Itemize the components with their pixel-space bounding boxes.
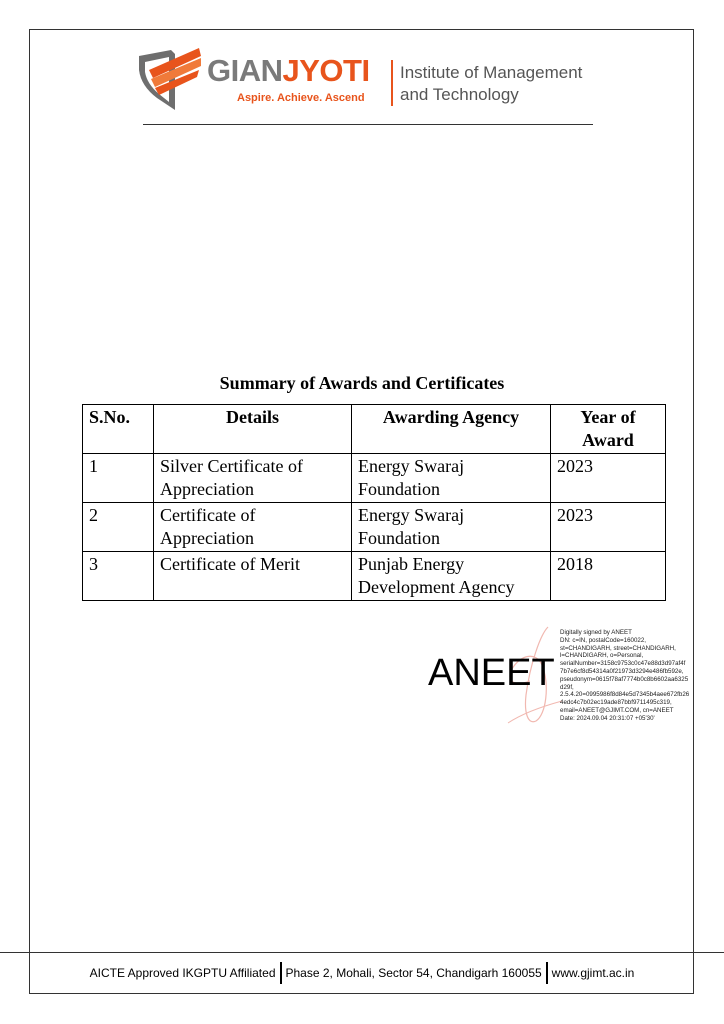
sig-line: 2.5.4.20=0995986f8d84e5d7345b4aee672fb26	[560, 691, 690, 699]
footer-website: www.gjimt.ac.in	[551, 966, 635, 980]
header-rule	[143, 124, 593, 125]
footer-separator	[280, 962, 282, 984]
brand-divider	[391, 60, 393, 106]
brand-jyoti: JYOTI	[282, 53, 370, 88]
page-title: Summary of Awards and Certificates	[219, 373, 505, 393]
footer	[0, 962, 724, 984]
footer-separator	[546, 962, 548, 984]
footer-rule	[0, 952, 724, 953]
sig-line: l=CHANDIGARH, o=Personal,	[560, 652, 644, 660]
institute-line-2: and Technology	[400, 85, 519, 104]
cell-sno: 3	[83, 552, 154, 601]
cell-agency: Energy Swaraj Foundation	[352, 454, 551, 503]
sig-line: serialNumber=3158c9753c0c47e88d3d97af4f	[560, 660, 686, 668]
signer-name: ANEET	[428, 652, 555, 694]
institute-name	[400, 62, 582, 106]
awards-table	[82, 404, 666, 601]
institute-logo	[135, 46, 595, 116]
footer-affiliation: AICTE Approved IKGPTU Affiliated	[89, 966, 276, 980]
brand-gian: GIAN	[207, 53, 283, 88]
table-header-row	[83, 405, 666, 454]
cell-agency: Energy Swaraj Foundation	[352, 503, 551, 552]
sig-line: 7b7e6cf8d54314a0f21973d3294e486fb592e,	[560, 667, 684, 675]
cell-year: 2023	[551, 503, 666, 552]
brand-tagline: Aspire. Achieve. Ascend	[237, 92, 365, 104]
table-row	[83, 503, 666, 552]
sig-line: email=ANEET@GJIMT.COM, cn=ANEET	[560, 706, 674, 714]
sig-line: DN: c=IN, postalCode=160022,	[560, 636, 646, 644]
sig-line: pseudonym=0615f78af7774b0c8b6602aa6325	[560, 675, 689, 683]
sig-line: Digitally signed by ANEET	[560, 629, 632, 636]
header-agency: Awarding Agency	[352, 405, 551, 454]
footer-address: Phase 2, Mohali, Sector 54, Chandigarh 160055	[285, 966, 542, 980]
shield-logo-icon	[135, 46, 207, 116]
sig-line: 4edc4c7b02ec19ade87bbf9711495c319,	[560, 699, 672, 707]
digital-signature-details	[560, 629, 700, 723]
sig-line: st=CHANDIGARH, street=CHANDIGARH,	[560, 644, 676, 652]
header-details: Details	[154, 405, 352, 454]
cell-details: Certificate of Appreciation	[154, 503, 352, 552]
cell-sno: 1	[83, 454, 154, 503]
table-row	[83, 454, 666, 503]
cell-year: 2023	[551, 454, 666, 503]
header-sno: S.No.	[83, 405, 154, 454]
sig-line: Date: 2024.09.04 20:31:07 +05'30'	[560, 714, 655, 722]
cell-sno: 2	[83, 503, 154, 552]
cell-year: 2018	[551, 552, 666, 601]
header-year: Year of Award	[551, 405, 666, 454]
cell-details: Silver Certificate of Appreciation	[154, 454, 352, 503]
table-row	[83, 552, 666, 601]
institute-line-1: Institute of Management	[400, 63, 583, 82]
cell-details: Certificate of Merit	[154, 552, 352, 601]
sig-line: d29f,	[560, 683, 574, 691]
cell-agency: Punjab Energy Development Agency	[352, 552, 551, 601]
brand-name	[207, 54, 370, 88]
